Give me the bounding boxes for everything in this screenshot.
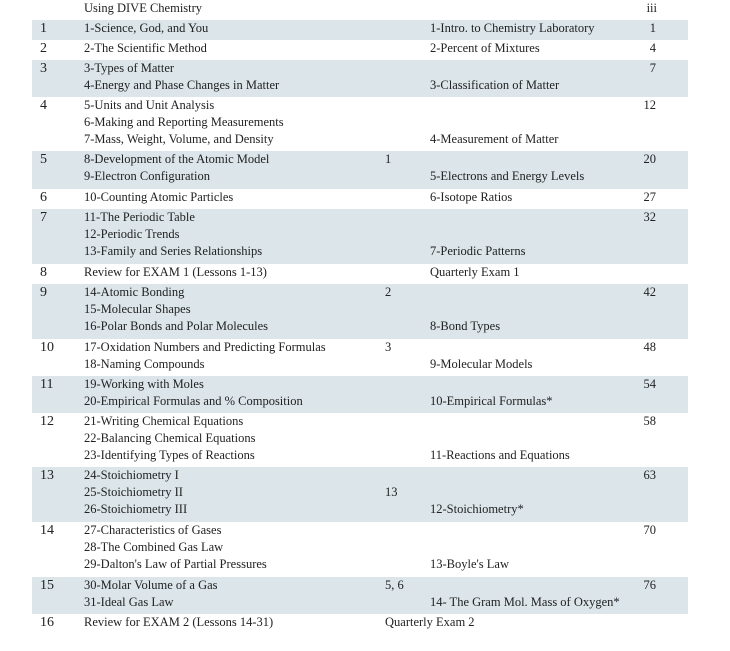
page-number: 76 (643, 578, 656, 592)
table-row (32, 577, 688, 614)
page-number: 7 (649, 61, 656, 75)
lesson-title: 2-The Scientific Method (84, 41, 207, 55)
lesson-title: 22-Balancing Chemical Equations (84, 431, 256, 445)
page-number: 4 (649, 41, 656, 55)
lab-title: 11-Reactions and Equations (430, 448, 570, 462)
table-row (32, 264, 688, 284)
week-number: 14 (40, 523, 54, 538)
lesson-title: Review for EXAM 2 (Lessons 14-31) (84, 615, 274, 629)
lesson-title: 12-Periodic Trends (84, 227, 180, 241)
lesson-list (84, 614, 273, 631)
lab-title: 13-Boyle's Law (430, 557, 509, 571)
lesson-title: 17-Oxidation Numbers and Predicting Formulas (84, 340, 326, 354)
table-row (32, 522, 688, 577)
lab-title: Quarterly Exam 1 (430, 265, 520, 279)
table-row (32, 339, 688, 376)
page-number: 12 (643, 98, 656, 112)
table-row (32, 376, 688, 413)
table-row (32, 413, 688, 467)
page-number: 63 (643, 468, 656, 482)
lesson-title: 26-Stoichiometry III (84, 502, 188, 516)
lab-title: 2-Percent of Mixtures (430, 41, 540, 55)
lesson-title: 9-Electron Configuration (84, 169, 211, 183)
lab-title: 1-Intro. to Chemistry Laboratory (430, 21, 595, 35)
table-row (32, 20, 688, 40)
lesson-list (84, 376, 303, 410)
lesson-title: 30-Molar Volume of a Gas (84, 578, 218, 592)
lesson-title: 20-Empirical Formulas and % Composition (84, 394, 303, 408)
lesson-list (84, 339, 326, 373)
lesson-title: 4-Energy and Phase Changes in Matter (84, 78, 280, 92)
lesson-title: 15-Molecular Shapes (84, 302, 191, 316)
lesson-title: 24-Stoichiometry I (84, 468, 179, 482)
table-row (32, 284, 688, 339)
table-row (32, 40, 688, 60)
week-number: 13 (40, 468, 54, 483)
lab-title: 7-Periodic Patterns (430, 244, 526, 258)
supplement-ref: 5, 6 (385, 578, 404, 592)
page-number: 42 (643, 285, 656, 299)
supplement-ref: 1 (385, 152, 392, 166)
table-row (32, 60, 688, 97)
week-number: 10 (40, 340, 54, 355)
lesson-title: 21-Writing Chemical Equations (84, 414, 244, 428)
week-number: 16 (40, 615, 54, 630)
week-number: 8 (40, 265, 47, 280)
week-number: 4 (40, 98, 47, 113)
page-number: 70 (643, 523, 656, 537)
book-title: Using DIVE Chemistry (84, 1, 203, 15)
lesson-list (84, 284, 268, 335)
lesson-title: Review for EXAM 1 (Lessons 1-13) (84, 265, 267, 279)
page-number: 32 (643, 210, 656, 224)
lab-title: 8-Bond Types (430, 319, 501, 333)
lesson-title: 28-The Combined Gas Law (84, 540, 224, 554)
lab-title: 5-Electrons and Energy Levels (430, 169, 585, 183)
lesson-title: 29-Dalton's Law of Partial Pressures (84, 557, 267, 571)
page-number: 54 (643, 377, 656, 391)
lab-title: 10-Empirical Formulas* (430, 394, 553, 408)
week-number: 7 (40, 210, 47, 225)
table-row (32, 151, 688, 189)
page-number: 48 (643, 340, 656, 354)
lab-title: 14- The Gram Mol. Mass of Oxygen* (430, 595, 620, 609)
lesson-list (84, 20, 208, 37)
lab-title: 6-Isotope Ratios (430, 190, 513, 204)
lesson-list (84, 60, 279, 94)
lab-title: 12-Stoichiometry* (430, 502, 524, 516)
lesson-title: 1-Science, God, and You (84, 21, 209, 35)
page-number: 58 (643, 414, 656, 428)
lab-title: 3-Classification of Matter (430, 78, 560, 92)
lesson-title: 18-Naming Compounds (84, 357, 205, 371)
week-number: 3 (40, 61, 47, 76)
supplement-ref: 3 (385, 340, 392, 354)
lesson-list (84, 264, 267, 281)
lesson-title: 11-The Periodic Table (84, 210, 195, 224)
table-row (32, 614, 688, 634)
front-page-number: iii (646, 1, 657, 15)
week-number: 15 (40, 578, 54, 593)
lab-title: 9-Molecular Models (430, 357, 533, 371)
page-number: 27 (643, 190, 656, 204)
lesson-title: 25-Stoichiometry II (84, 485, 183, 499)
week-number: 1 (40, 21, 47, 36)
lab-title: 4-Measurement of Matter (430, 132, 559, 146)
lesson-title: 5-Units and Unit Analysis (84, 98, 215, 112)
lesson-title: 6-Making and Reporting Measurements (84, 115, 284, 129)
week-number: 12 (40, 414, 54, 429)
supplement-ref: 13 (385, 485, 398, 499)
table-row (32, 209, 688, 264)
lesson-list (84, 97, 284, 148)
page-number: 20 (643, 152, 656, 166)
lesson-list (84, 522, 267, 573)
lesson-title: 27-Characteristics of Gases (84, 523, 222, 537)
lesson-title: 23-Identifying Types of Reactions (84, 448, 255, 462)
lesson-title: 31-Ideal Gas Law (84, 595, 174, 609)
lesson-title: 8-Development of the Atomic Model (84, 152, 270, 166)
week-number: 5 (40, 152, 47, 167)
lesson-list (84, 413, 255, 464)
table-row (32, 97, 688, 151)
supplement-ref: 2 (385, 285, 392, 299)
exam-label: Quarterly Exam 2 (385, 615, 475, 629)
week-number: 6 (40, 190, 47, 205)
lesson-title: 3-Types of Matter (84, 61, 175, 75)
table-row (32, 467, 688, 522)
lesson-title: 19-Working with Moles (84, 377, 204, 391)
lesson-list (84, 467, 187, 518)
lesson-title: 16-Polar Bonds and Polar Molecules (84, 319, 269, 333)
lesson-title: 14-Atomic Bonding (84, 285, 185, 299)
table-row (32, 189, 688, 209)
lesson-title: 10-Counting Atomic Particles (84, 190, 234, 204)
lesson-list (84, 189, 233, 206)
lesson-list (84, 40, 207, 57)
page-number: 1 (649, 21, 656, 35)
lesson-list (84, 151, 269, 185)
lesson-title: 7-Mass, Weight, Volume, and Density (84, 132, 274, 146)
week-number: 11 (40, 377, 54, 392)
lesson-list (84, 577, 218, 611)
week-number: 2 (40, 41, 47, 56)
lesson-list (84, 209, 262, 260)
week-number: 9 (40, 285, 47, 300)
lesson-title: 13-Family and Series Relationships (84, 244, 263, 258)
